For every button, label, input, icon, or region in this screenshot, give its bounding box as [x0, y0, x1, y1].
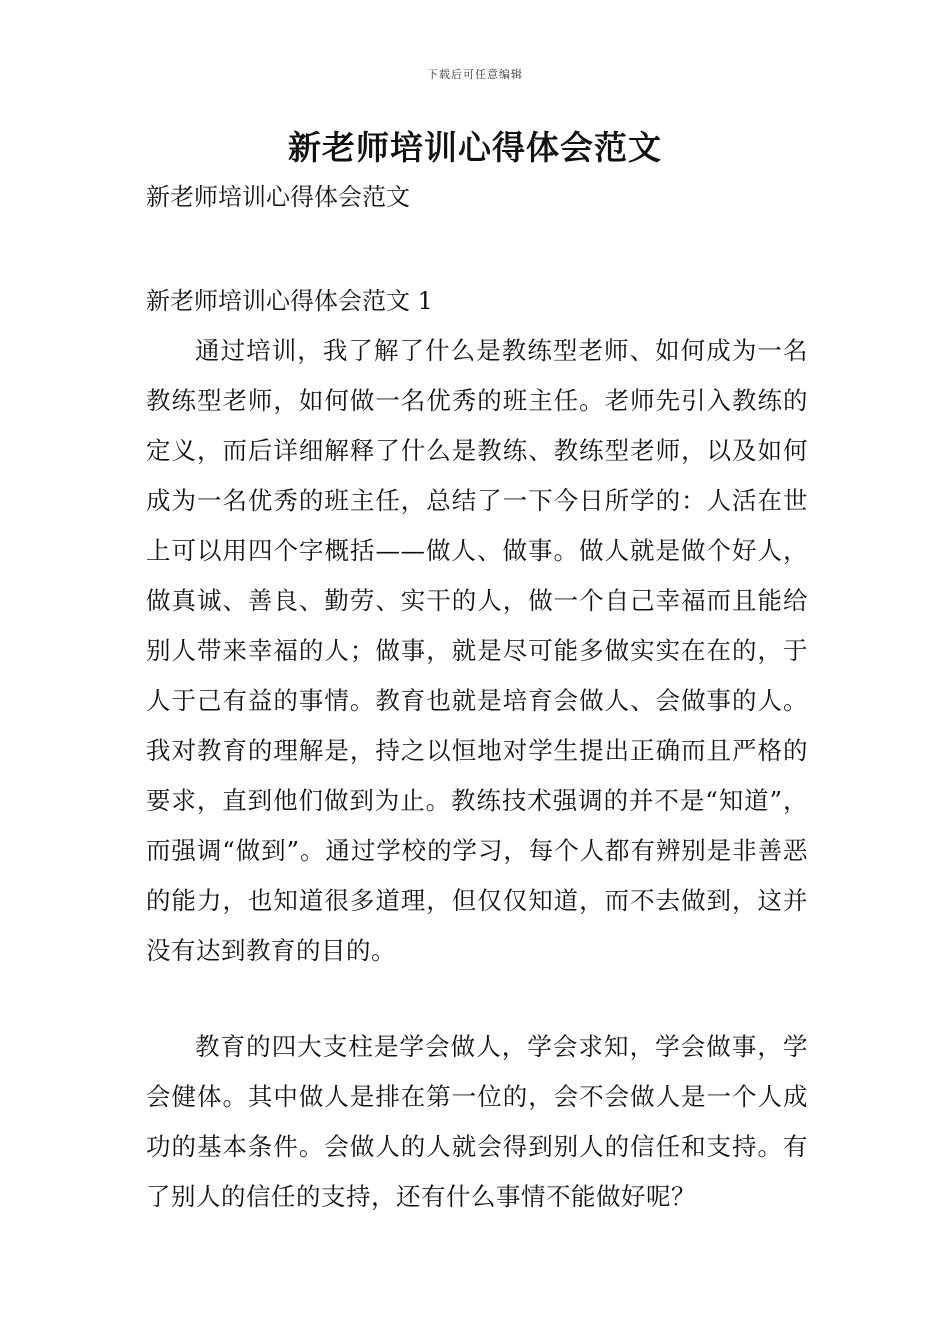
header-note: 下载后可任意编辑: [427, 68, 523, 81]
section-heading: 新老师培训心得体会范文 1: [146, 287, 433, 315]
body-paragraph: 教育的四大支柱是学会做人，学会求知，学会做事，学会健体。其中做人是排在第一位的，会不会做人是一个人成功的基本条件。会做人的人就会得到别人的信任和支持。有了别人的信任的支持，还有什么事情不能做好呢？: [146, 1032, 808, 1211]
body-paragraph: 通过培训，我了解了什么是教练型老师、如何成为一名教练型老师，如何做一名优秀的班主任。老师先引入教练的定义，而后详细解释了什么是教练、教练型老师，以及如何成为一名优秀的班主任，总结了一下今日所学的：人活在世上可以用四个字概括——做人、做事。做人就是做个好人，做真诚、善良、勤劳、实干的人，做一个自己幸福而且能给别人带来幸福的人；做事，就是尽可能多做实实在在的，于人于己有益的事情。教育也就是培育会做人、会做事的人。我对教育的理解是，持之以恒地对学生提出正确而且严格的要求，直到他们做到为止。教练技术强调的并不是“知道”，而强调“做到”。通过学校的学习，每个人都有辨别是非善恶的能力，也知道很多道理，但仅仅知道，而不去做到，这并没有达到教育的目的。: [146, 336, 808, 965]
document-title: 新老师培训心得体会范文: [288, 128, 662, 167]
document-subtitle: 新老师培训心得体会范文: [146, 183, 410, 211]
